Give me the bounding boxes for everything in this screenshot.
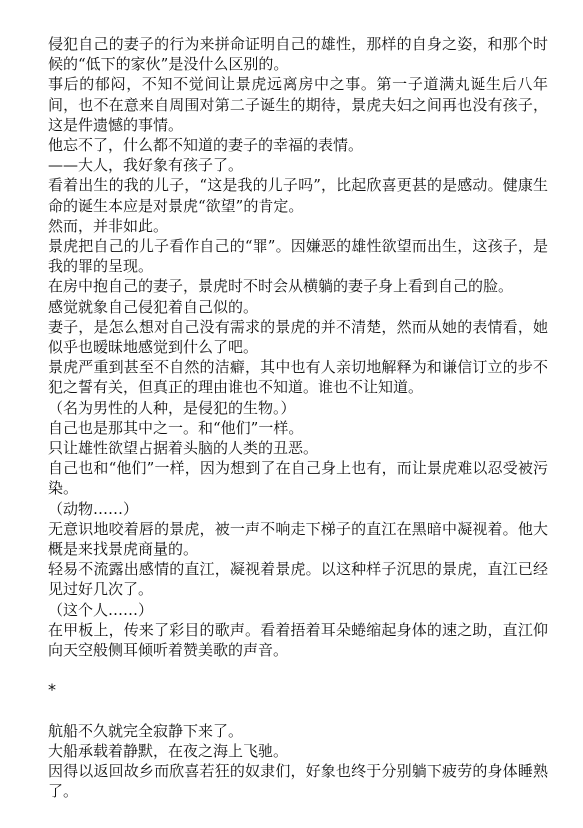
paragraph: 在房中抱自己的妻子，景虎时不时会从横躺的妻子身上看到自己的脸。 (48, 277, 514, 296)
paragraph: 景虎把自己的儿子看作自己的“罪”。因嫌恶的雄性欲望而出生，这孩子，是我的罪的呈现。 (48, 237, 548, 276)
paragraph: 自己也是那其中之一。和“他们”一样。 (48, 418, 304, 437)
paragraph: （这个人……） (48, 600, 154, 619)
blank-line (48, 660, 548, 680)
paragraph: 感觉就象自己侵犯着自己似的。 (48, 297, 259, 316)
paragraph: 只让雄性欲望占据着头脑的人类的丑恶。 (48, 439, 319, 458)
paragraph: 他忘不了，什么都不知道的妻子的幸福的表情。 (48, 136, 364, 155)
paragraph: 大船承载着静默，在夜之海上飞驰。 (48, 741, 289, 760)
paragraph: 景虎严重到甚至不自然的洁癖，其中也有人亲切地解释为和谦信订立的步不犯之誓有关，但真正的理由谁也不知道。谁也不让知道。 (48, 358, 548, 397)
paragraph: 妻子，是怎么想对自己没有需求的景虎的并不清楚，然而从她的表情看，她似乎也暧昧地感觉到什么了吧。 (48, 317, 548, 357)
paragraph: （名为男性的人种，是侵犯的生物。） (48, 398, 296, 417)
paragraph: 在甲板上，传来了彩目的歌声。看着捂着耳朵蜷缩起身体的速之助，直江仰向天空般侧耳倾听着赞美歌的声音。 (48, 620, 548, 660)
blank-line (48, 701, 548, 721)
paragraph: 因得以返回故乡而欣喜若狂的奴隶们，好象也终于分别躺下疲劳的身体睡熟了。 (48, 761, 548, 801)
paragraph: 看着出生的我的儿子，“这是我的儿子吗”，比起欣喜更甚的是感动。健康生命的诞生本应是对景虎“欲望”的肯定。 (48, 176, 548, 215)
paragraph: 侵犯自己的妻子的行为来拼命证明自己的雄性，那样的自身之姿，和那个时候的“低下的家伙”是没什么区别的。 (48, 35, 548, 74)
paragraph: 然而，并非如此。 (48, 216, 169, 235)
paragraph: ——大人，我好象有孩子了。 (48, 156, 244, 175)
paragraph: 事后的郁闷，不知不觉间让景虎远离房中之事。第一子道满丸诞生后八年间，也不在意来自周围对第二子诞生的期待，景虎夫妇之间再也没有孩子，这是件遗憾的事情。 (48, 75, 548, 134)
paragraph: 航船不久就完全寂静下来了。 (48, 721, 244, 740)
section-separator: * (48, 680, 56, 700)
paragraph: 无意识地咬着唇的景虎，被一声不响走下梯子的直江在黑暗中凝视着。他大概是来找景虎商量的。 (48, 519, 548, 559)
document-page (48, 34, 548, 801)
paragraph: 自己也和“他们”一样，因为想到了在自己身上也有，而让景虎难以忍受被污染。 (48, 459, 548, 498)
paragraph: （动物……） (48, 499, 139, 518)
paragraph: 轻易不流露出感情的直江，凝视着景虎。以这种样子沉思的景虎，直江已经见过好几次了。 (48, 560, 548, 599)
